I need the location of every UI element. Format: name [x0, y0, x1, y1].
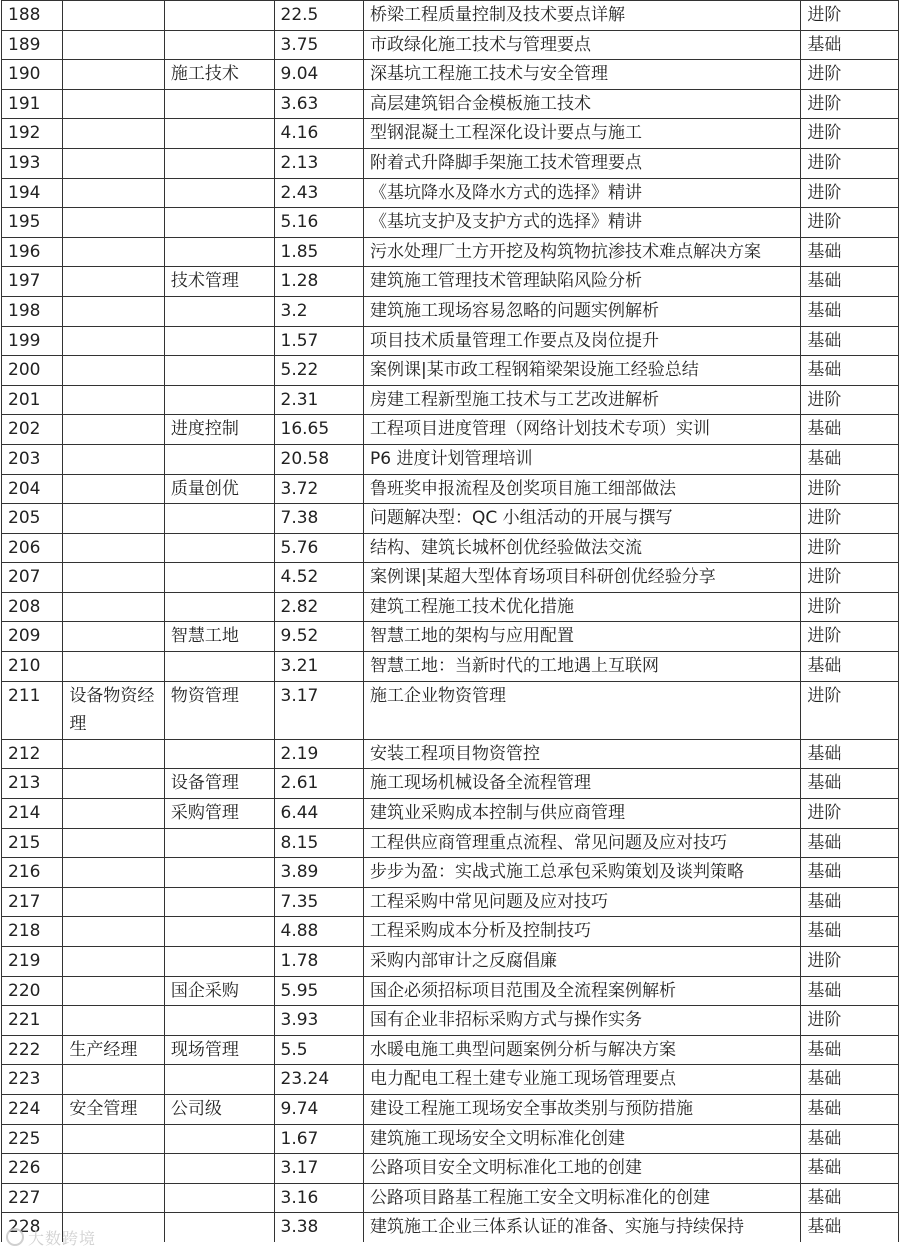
table-row [2, 267, 899, 297]
category-cell [164, 296, 274, 326]
hours-cell: 3.93 [274, 1006, 363, 1036]
course-title-cell: 步步为盈：实战式施工总承包采购策划及谈判策略 [363, 858, 800, 888]
hours-cell: 4.16 [274, 119, 363, 149]
hours-cell: 4.88 [274, 917, 363, 947]
category-cell: 现场管理 [164, 1035, 274, 1065]
table-row [2, 592, 899, 622]
row-number: 202 [2, 415, 63, 445]
row-number: 215 [2, 828, 63, 858]
table-row [2, 769, 899, 799]
row-number: 219 [2, 947, 63, 977]
row-number: 214 [2, 799, 63, 829]
level-cell: 基础 [801, 828, 899, 858]
row-number: 194 [2, 178, 63, 208]
row-number: 216 [2, 858, 63, 888]
position-cell [63, 148, 165, 178]
course-title-cell: 施工现场机械设备全流程管理 [363, 769, 800, 799]
hours-cell: 20.58 [274, 444, 363, 474]
position-cell [63, 739, 165, 769]
level-cell: 进阶 [801, 563, 899, 593]
row-number: 188 [2, 1, 63, 31]
course-title-cell: P6 进度计划管理培训 [363, 444, 800, 474]
position-cell [63, 504, 165, 534]
position-cell [63, 887, 165, 917]
table-row [2, 858, 899, 888]
row-number: 208 [2, 592, 63, 622]
course-title-cell: 工程采购中常见问题及应对技巧 [363, 887, 800, 917]
level-cell: 进阶 [801, 799, 899, 829]
position-cell [63, 769, 165, 799]
position-cell [63, 652, 165, 682]
category-cell: 进度控制 [164, 415, 274, 445]
hours-cell: 3.75 [274, 30, 363, 60]
category-cell: 物资管理 [164, 681, 274, 739]
course-title-cell: 工程供应商管理重点流程、常见问题及应对技巧 [363, 828, 800, 858]
hours-cell: 2.61 [274, 769, 363, 799]
course-title-cell: 水暖电施工典型问题案例分析与解决方案 [363, 1035, 800, 1065]
category-cell [164, 917, 274, 947]
hours-cell: 3.2 [274, 296, 363, 326]
hours-cell: 1.85 [274, 237, 363, 267]
category-cell: 采购管理 [164, 799, 274, 829]
hours-cell: 3.63 [274, 89, 363, 119]
level-cell: 进阶 [801, 89, 899, 119]
level-cell: 进阶 [801, 208, 899, 238]
position-cell: 设备物资经理 [63, 681, 165, 739]
level-cell: 进阶 [801, 622, 899, 652]
level-cell: 基础 [801, 296, 899, 326]
level-cell: 基础 [801, 30, 899, 60]
table-row [2, 739, 899, 769]
course-title-cell: 建筑施工企业三体系认证的准备、实施与持续保持 [363, 1213, 800, 1242]
row-number: 221 [2, 1006, 63, 1036]
row-number: 212 [2, 739, 63, 769]
hours-cell: 8.15 [274, 828, 363, 858]
row-number: 206 [2, 533, 63, 563]
row-number: 198 [2, 296, 63, 326]
course-title-cell: 建筑施工现场容易忽略的问题实例解析 [363, 296, 800, 326]
category-cell [164, 30, 274, 60]
category-cell [164, 356, 274, 386]
level-cell: 基础 [801, 1213, 899, 1242]
level-cell: 基础 [801, 858, 899, 888]
level-cell: 基础 [801, 444, 899, 474]
category-cell: 设备管理 [164, 769, 274, 799]
hours-cell: 3.16 [274, 1183, 363, 1213]
course-title-cell: 案例课|某市政工程钢箱梁架设施工经验总结 [363, 356, 800, 386]
table-row [2, 1124, 899, 1154]
table-row [2, 444, 899, 474]
position-cell [63, 622, 165, 652]
level-cell: 进阶 [801, 178, 899, 208]
position-cell [63, 326, 165, 356]
table-row [2, 1006, 899, 1036]
course-title-cell: 附着式升降脚手架施工技术管理要点 [363, 148, 800, 178]
category-cell [164, 385, 274, 415]
category-cell [164, 652, 274, 682]
table-row [2, 326, 899, 356]
table-row [2, 89, 899, 119]
level-cell: 基础 [801, 1035, 899, 1065]
table-row [2, 1065, 899, 1095]
hours-cell: 2.19 [274, 739, 363, 769]
category-cell [164, 887, 274, 917]
category-cell [164, 1154, 274, 1184]
course-title-cell: 建筑施工现场安全文明标准化创建 [363, 1124, 800, 1154]
category-cell [164, 237, 274, 267]
course-title-cell: 工程项目进度管理（网络计划技术专项）实训 [363, 415, 800, 445]
level-cell: 基础 [801, 1154, 899, 1184]
level-cell: 基础 [801, 1065, 899, 1095]
table-row [2, 178, 899, 208]
table-row [2, 533, 899, 563]
row-number: 222 [2, 1035, 63, 1065]
level-cell: 进阶 [801, 1006, 899, 1036]
course-title-cell: 深基坑工程施工技术与安全管理 [363, 60, 800, 90]
row-number: 205 [2, 504, 63, 534]
level-cell: 进阶 [801, 947, 899, 977]
category-cell [164, 1006, 274, 1036]
category-cell [164, 208, 274, 238]
hours-cell: 3.38 [274, 1213, 363, 1242]
course-title-cell: 建筑业采购成本控制与供应商管理 [363, 799, 800, 829]
position-cell [63, 30, 165, 60]
table-row [2, 681, 899, 739]
row-number: 203 [2, 444, 63, 474]
row-number: 227 [2, 1183, 63, 1213]
course-title-cell: 高层建筑铝合金模板施工技术 [363, 89, 800, 119]
course-title-cell: 型钢混凝土工程深化设计要点与施工 [363, 119, 800, 149]
hours-cell: 3.89 [274, 858, 363, 888]
hours-cell: 2.31 [274, 385, 363, 415]
level-cell: 进阶 [801, 504, 899, 534]
course-title-cell: 工程采购成本分析及控制技巧 [363, 917, 800, 947]
category-cell [164, 1183, 274, 1213]
position-cell [63, 356, 165, 386]
hours-cell: 3.17 [274, 1154, 363, 1184]
course-title-cell: 公路项目路基工程施工安全文明标准化的创建 [363, 1183, 800, 1213]
category-cell [164, 947, 274, 977]
table-row [2, 356, 899, 386]
category-cell [164, 504, 274, 534]
row-number: 218 [2, 917, 63, 947]
position-cell [63, 533, 165, 563]
position-cell [63, 592, 165, 622]
table-row [2, 1035, 899, 1065]
table-row [2, 887, 899, 917]
table-row [2, 504, 899, 534]
category-cell [164, 89, 274, 119]
category-cell: 施工技术 [164, 60, 274, 90]
course-title-cell: 采购内部审计之反腐倡廉 [363, 947, 800, 977]
category-cell [164, 563, 274, 593]
level-cell: 基础 [801, 887, 899, 917]
row-number: 197 [2, 267, 63, 297]
hours-cell: 1.28 [274, 267, 363, 297]
position-cell [63, 563, 165, 593]
course-title-cell: 《基坑支护及支护方式的选择》精讲 [363, 208, 800, 238]
table-row [2, 1094, 899, 1124]
hours-cell: 22.5 [274, 1, 363, 31]
position-cell [63, 208, 165, 238]
table-row [2, 1183, 899, 1213]
table-row [2, 208, 899, 238]
hours-cell: 1.57 [274, 326, 363, 356]
level-cell: 基础 [801, 976, 899, 1006]
hours-cell: 16.65 [274, 415, 363, 445]
position-cell [63, 858, 165, 888]
category-cell [164, 533, 274, 563]
level-cell: 基础 [801, 356, 899, 386]
course-title-cell: 公路项目安全文明标准化工地的创建 [363, 1154, 800, 1184]
position-cell [63, 1124, 165, 1154]
level-cell: 进阶 [801, 119, 899, 149]
level-cell: 进阶 [801, 148, 899, 178]
table-row [2, 237, 899, 267]
position-cell [63, 444, 165, 474]
level-cell: 基础 [801, 1094, 899, 1124]
hours-cell: 3.72 [274, 474, 363, 504]
course-title-cell: 房建工程新型施工技术与工艺改进解析 [363, 385, 800, 415]
level-cell: 基础 [801, 739, 899, 769]
table-row [2, 976, 899, 1006]
hours-cell: 5.16 [274, 208, 363, 238]
category-cell [164, 858, 274, 888]
position-cell [63, 917, 165, 947]
table-row [2, 828, 899, 858]
hours-cell: 9.04 [274, 60, 363, 90]
position-cell [63, 947, 165, 977]
level-cell: 基础 [801, 1124, 899, 1154]
hours-cell: 5.22 [274, 356, 363, 386]
row-number: 199 [2, 326, 63, 356]
position-cell [63, 267, 165, 297]
position-cell [63, 799, 165, 829]
position-cell [63, 119, 165, 149]
hours-cell: 2.43 [274, 178, 363, 208]
table-row [2, 799, 899, 829]
row-number: 209 [2, 622, 63, 652]
hours-cell: 7.38 [274, 504, 363, 534]
level-cell: 基础 [801, 237, 899, 267]
position-cell [63, 474, 165, 504]
row-number: 201 [2, 385, 63, 415]
level-cell: 基础 [801, 917, 899, 947]
position-cell [63, 1213, 165, 1242]
category-cell [164, 1065, 274, 1095]
position-cell: 安全管理 [63, 1094, 165, 1124]
category-cell [164, 148, 274, 178]
position-cell [63, 1006, 165, 1036]
table-row [2, 385, 899, 415]
level-cell: 基础 [801, 769, 899, 799]
course-title-cell: 电力配电工程土建专业施工现场管理要点 [363, 1065, 800, 1095]
hours-cell: 1.67 [274, 1124, 363, 1154]
hours-cell: 5.5 [274, 1035, 363, 1065]
table-row [2, 1213, 899, 1242]
category-cell [164, 828, 274, 858]
category-cell [164, 178, 274, 208]
level-cell: 进阶 [801, 533, 899, 563]
position-cell [63, 1065, 165, 1095]
table-row [2, 415, 899, 445]
level-cell: 进阶 [801, 592, 899, 622]
course-title-cell: 鲁班奖申报流程及创奖项目施工细部做法 [363, 474, 800, 504]
table-row [2, 60, 899, 90]
row-number: 196 [2, 237, 63, 267]
course-title-cell: 施工企业物资管理 [363, 681, 800, 739]
hours-cell: 5.95 [274, 976, 363, 1006]
level-cell: 进阶 [801, 1, 899, 31]
position-cell [63, 296, 165, 326]
row-number: 228 [2, 1213, 63, 1242]
table-row [2, 947, 899, 977]
row-number: 204 [2, 474, 63, 504]
position-cell [63, 828, 165, 858]
course-title-cell: 安装工程项目物资管控 [363, 739, 800, 769]
course-title-cell: 建筑施工管理技术管理缺陷风险分析 [363, 267, 800, 297]
table-row [2, 622, 899, 652]
position-cell: 生产经理 [63, 1035, 165, 1065]
table-row [2, 119, 899, 149]
level-cell: 基础 [801, 267, 899, 297]
course-title-cell: 智慧工地的架构与应用配置 [363, 622, 800, 652]
hours-cell: 3.17 [274, 681, 363, 739]
category-cell [164, 1124, 274, 1154]
table-row [2, 30, 899, 60]
table-row [2, 1154, 899, 1184]
hours-cell: 3.21 [274, 652, 363, 682]
course-title-cell: 建筑工程施工技术优化措施 [363, 592, 800, 622]
position-cell [63, 976, 165, 1006]
table-row [2, 563, 899, 593]
category-cell [164, 739, 274, 769]
row-number: 225 [2, 1124, 63, 1154]
level-cell: 基础 [801, 652, 899, 682]
table-row [2, 474, 899, 504]
hours-cell: 9.52 [274, 622, 363, 652]
position-cell [63, 1, 165, 31]
hours-cell: 2.13 [274, 148, 363, 178]
position-cell [63, 415, 165, 445]
row-number: 224 [2, 1094, 63, 1124]
category-cell [164, 1, 274, 31]
row-number: 226 [2, 1154, 63, 1184]
position-cell [63, 385, 165, 415]
row-number: 220 [2, 976, 63, 1006]
row-number: 211 [2, 681, 63, 739]
level-cell: 进阶 [801, 681, 899, 739]
course-title-cell: 国企必须招标项目范围及全流程案例解析 [363, 976, 800, 1006]
row-number: 193 [2, 148, 63, 178]
category-cell: 技术管理 [164, 267, 274, 297]
level-cell: 基础 [801, 326, 899, 356]
table-row [2, 652, 899, 682]
row-number: 192 [2, 119, 63, 149]
level-cell: 进阶 [801, 60, 899, 90]
hours-cell: 7.35 [274, 887, 363, 917]
position-cell [63, 178, 165, 208]
course-title-cell: 结构、建筑长城杯创优经验做法交流 [363, 533, 800, 563]
course-table [1, 0, 899, 1242]
table-row [2, 917, 899, 947]
category-cell [164, 326, 274, 356]
category-cell: 质量创优 [164, 474, 274, 504]
course-title-cell: 污水处理厂土方开挖及构筑物抗渗技术难点解决方案 [363, 237, 800, 267]
table-row [2, 296, 899, 326]
course-table-body [2, 1, 899, 1242]
category-cell: 智慧工地 [164, 622, 274, 652]
hours-cell: 1.78 [274, 947, 363, 977]
hours-cell: 23.24 [274, 1065, 363, 1095]
hours-cell: 6.44 [274, 799, 363, 829]
hours-cell: 4.52 [274, 563, 363, 593]
course-title-cell: 桥梁工程质量控制及技术要点详解 [363, 1, 800, 31]
position-cell [63, 1154, 165, 1184]
row-number: 200 [2, 356, 63, 386]
course-title-cell: 国有企业非招标采购方式与操作实务 [363, 1006, 800, 1036]
position-cell [63, 60, 165, 90]
position-cell [63, 237, 165, 267]
category-cell: 国企采购 [164, 976, 274, 1006]
row-number: 190 [2, 60, 63, 90]
category-cell [164, 444, 274, 474]
course-title-cell: 建设工程施工现场安全事故类别与预防措施 [363, 1094, 800, 1124]
row-number: 210 [2, 652, 63, 682]
watermark-text: 大数跨境 [28, 1229, 97, 1248]
course-title-cell: 项目技术质量管理工作要点及岗位提升 [363, 326, 800, 356]
row-number: 191 [2, 89, 63, 119]
category-cell [164, 1213, 274, 1242]
course-title-cell: 智慧工地：当新时代的工地遇上互联网 [363, 652, 800, 682]
hours-cell: 9.74 [274, 1094, 363, 1124]
level-cell: 进阶 [801, 385, 899, 415]
table-row [2, 148, 899, 178]
hours-cell: 2.82 [274, 592, 363, 622]
category-cell [164, 119, 274, 149]
row-number: 217 [2, 887, 63, 917]
position-cell [63, 89, 165, 119]
category-cell [164, 592, 274, 622]
position-cell [63, 1183, 165, 1213]
row-number: 207 [2, 563, 63, 593]
course-title-cell: 问题解决型：QC 小组活动的开展与撰写 [363, 504, 800, 534]
table-row [2, 1, 899, 31]
hours-cell: 5.76 [274, 533, 363, 563]
row-number: 195 [2, 208, 63, 238]
row-number: 213 [2, 769, 63, 799]
category-cell: 公司级 [164, 1094, 274, 1124]
row-number: 223 [2, 1065, 63, 1095]
level-cell: 基础 [801, 1183, 899, 1213]
level-cell: 进阶 [801, 474, 899, 504]
row-number: 189 [2, 30, 63, 60]
course-title-cell: 《基坑降水及降水方式的选择》精讲 [363, 178, 800, 208]
course-title-cell: 市政绿化施工技术与管理要点 [363, 30, 800, 60]
course-title-cell: 案例课|某超大型体育场项目科研创优经验分享 [363, 563, 800, 593]
level-cell: 基础 [801, 415, 899, 445]
